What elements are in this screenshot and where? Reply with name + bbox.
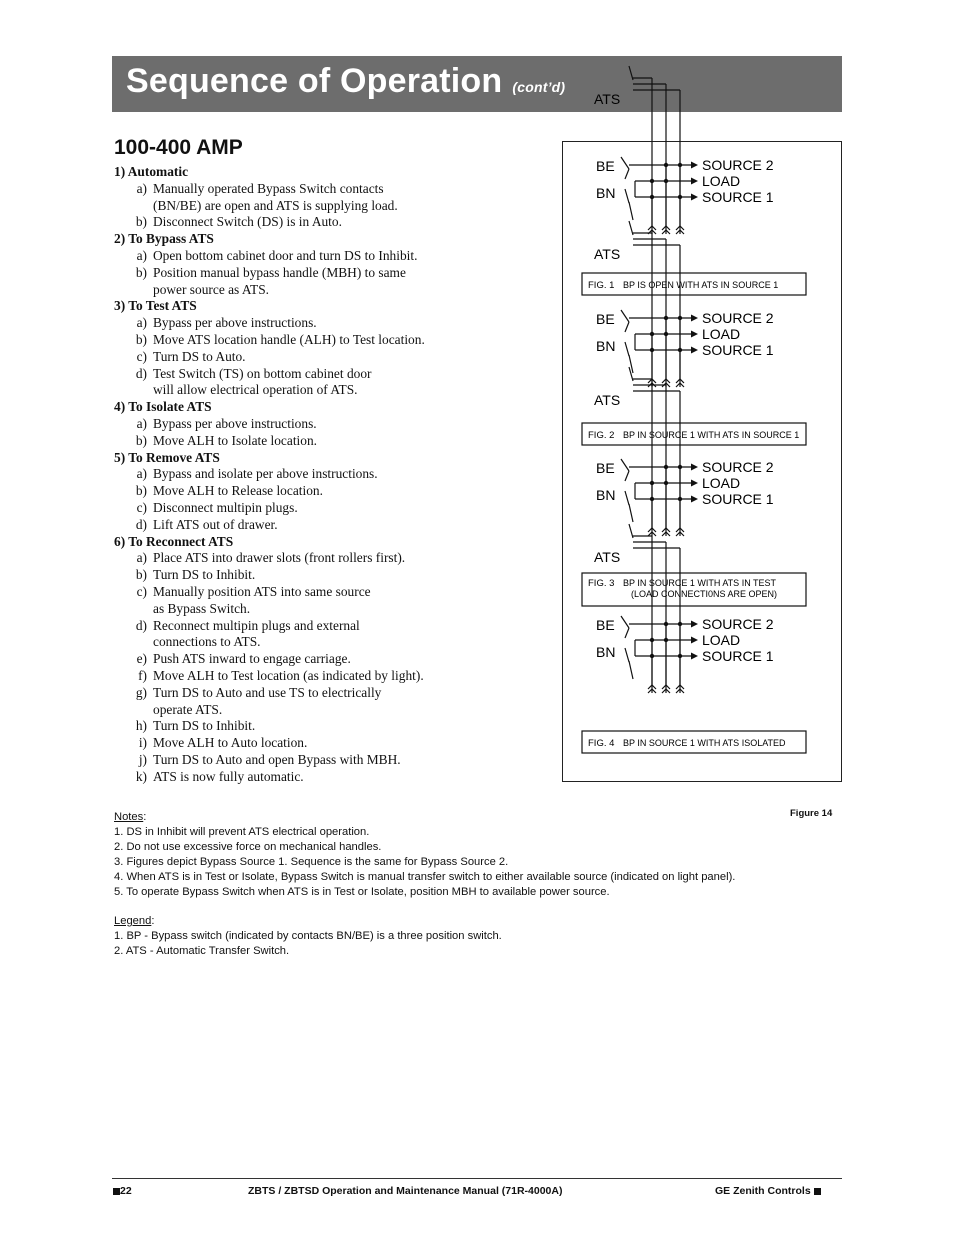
step-title: 2) To Bypass ATS	[114, 231, 214, 247]
step-item-text: Test Switch (TS) on bottom cabinet door	[153, 365, 372, 381]
step-item-text: Bypass per above instructions.	[153, 415, 317, 431]
step-item	[114, 416, 554, 433]
step-item-letter: b)	[135, 264, 147, 280]
step-item	[114, 366, 554, 400]
step-item-text: Turn DS to Auto and open Bypass with MBH.	[153, 751, 401, 767]
legend-heading: Legend	[114, 915, 152, 927]
company-name: GE Zenith Controls	[715, 1185, 811, 1197]
note-item: 3. Figures depict Bypass Source 1. Sequence is the same for Bypass Source 2.	[114, 856, 509, 868]
step-item	[114, 685, 554, 719]
step-item	[114, 550, 554, 567]
arrow-icon	[691, 637, 698, 644]
page-number: 22	[120, 1185, 132, 1197]
step-item-text: will allow electrical operation of ATS.	[153, 382, 358, 398]
step-item-text: Turn DS to Auto and use TS to electrically	[153, 684, 382, 700]
bn-label: BN	[596, 487, 616, 503]
step-item-letter: a)	[136, 415, 147, 431]
legend-item: 2. ATS - Automatic Transfer Switch.	[114, 945, 290, 957]
step-item-letter: d)	[135, 365, 147, 381]
be-label: BE	[596, 311, 615, 327]
step-item-text: Manually operated Bypass Switch contacts	[153, 180, 384, 196]
be-contact-blade	[621, 157, 629, 169]
step-item-text: Move ALH to Release location.	[153, 483, 323, 499]
footer-company	[715, 1185, 821, 1197]
step-item-letter: j)	[138, 751, 147, 767]
note-item: 2. Do not use excessive force on mechanical handles.	[114, 841, 382, 853]
ats-contact-blade	[629, 524, 633, 538]
bn-label: BN	[596, 185, 616, 201]
arrow-icon	[691, 162, 698, 169]
load-label: LOAD	[702, 173, 741, 189]
source2-label: SOURCE 2	[702, 616, 774, 632]
bn-contact-blade	[625, 648, 629, 662]
step-item-letter: d)	[135, 617, 147, 633]
section-title: 100-400 AMP	[114, 136, 243, 159]
footer-manual-title: ZBTS / ZBTSD Operation and Maintenance Manual (71R-4000A)	[248, 1185, 563, 1197]
source1-label: SOURCE 1	[702, 648, 774, 664]
figure-caption-text: BP IN SOURCE 1 WITH ATS IN TEST	[623, 578, 777, 588]
step-item	[114, 651, 554, 668]
arrow-icon	[691, 315, 698, 322]
be-contact-blade	[625, 471, 629, 481]
step-item-text: Disconnect Switch (DS) is in Auto.	[153, 214, 342, 230]
source2-label: SOURCE 2	[702, 157, 774, 173]
step-title: 5) To Remove ATS	[114, 449, 220, 465]
arrow-icon	[691, 480, 698, 487]
arrow-icon	[691, 347, 698, 354]
ats-label: ATS	[594, 549, 621, 565]
step-item-letter: a)	[136, 180, 147, 196]
step-item	[114, 718, 554, 735]
step-item	[114, 433, 554, 450]
step-item-text: (BN/BE) are open and ATS is supplying load.	[153, 197, 398, 213]
step-item-text: Bypass and isolate per above instructions.	[153, 466, 378, 482]
source1-label: SOURCE 1	[702, 342, 774, 358]
figure-caption-text: (LOAD CONNECTI0NS ARE OPEN)	[631, 589, 778, 599]
step-item-text: Turn DS to Auto.	[153, 348, 246, 364]
step-item-letter: a)	[136, 315, 147, 331]
ats-label: ATS	[594, 246, 621, 262]
step-title: 4) To Isolate ATS	[114, 399, 212, 415]
notes-list	[114, 825, 834, 900]
load-label: LOAD	[702, 326, 741, 342]
step-item-text: Open bottom cabinet door and turn DS to Inhibit.	[153, 247, 418, 263]
header-banner	[112, 56, 842, 112]
footer-rule	[112, 1178, 842, 1179]
step-item-letter: e)	[136, 651, 147, 667]
figure-number: FIG. 3	[588, 578, 615, 589]
arrow-icon	[691, 464, 698, 471]
footer-page	[113, 1185, 132, 1197]
step-item-text: Move ATS location handle (ALH) to Test location.	[153, 331, 425, 347]
figure-number: FIG. 1	[588, 280, 615, 291]
step-item-text: Position manual bypass handle (MBH) to same	[153, 264, 406, 280]
step-item-text: Lift ATS out of drawer.	[153, 516, 278, 532]
step-item	[114, 567, 554, 584]
bn-contact-blade	[625, 342, 629, 356]
arrow-icon	[691, 653, 698, 660]
step-item-text: Move ALH to Isolate location.	[153, 432, 318, 448]
step-item	[114, 332, 554, 349]
procedure-steps	[114, 164, 554, 785]
step-item-letter: b)	[135, 432, 147, 448]
ats-label: ATS	[594, 392, 621, 408]
step-item-letter: b)	[135, 331, 147, 347]
source2-label: SOURCE 2	[702, 459, 774, 475]
bn-contact-blade	[625, 491, 629, 505]
notes-heading: Notes	[114, 811, 144, 823]
be-contact-blade	[621, 459, 629, 471]
ats-label: ATS	[594, 91, 621, 107]
bn-label: BN	[596, 644, 616, 660]
step-title: 1) Automatic	[114, 164, 189, 179]
step-item	[114, 752, 554, 769]
step-item-text: ATS is now fully automatic.	[153, 768, 304, 784]
figure-number: FIG. 2	[588, 430, 615, 441]
legend-list	[114, 929, 834, 959]
be-contact-blade	[621, 310, 629, 322]
step-item	[114, 483, 554, 500]
figure-label: Figure 14	[790, 808, 833, 819]
step-item-letter: b)	[135, 214, 147, 230]
step-item-text: connections to ATS.	[153, 634, 261, 650]
figure-caption-text: BP IN SOURCE 1 WITH ATS ISOLATED	[623, 738, 786, 748]
step-item-letter: f)	[138, 667, 147, 683]
figure-caption-text: BP IN SOURCE 1 WITH ATS IN SOURCE 1	[623, 430, 800, 440]
step-item-text: as Bypass Switch.	[153, 600, 251, 616]
step-item-letter: b)	[135, 483, 147, 499]
ats-contact-blade	[629, 504, 633, 522]
page-title: Sequence of Operation (cont’d)	[126, 62, 566, 100]
step-item-text: Turn DS to Inhibit.	[153, 567, 256, 583]
be-contact-blade	[621, 616, 629, 628]
bypass-diagrams	[563, 91, 841, 781]
step-item	[114, 315, 554, 332]
step-item	[114, 265, 554, 299]
arrow-icon	[691, 621, 698, 628]
ats-contact-blade	[629, 221, 633, 235]
be-contact-blade	[625, 169, 629, 179]
note-item: 1. DS in Inhibit will prevent ATS electrical operation.	[114, 826, 370, 838]
load-label: LOAD	[702, 632, 741, 648]
figure-frame	[562, 91, 842, 782]
bn-label: BN	[596, 338, 616, 354]
figure-caption-text: BP IS OPEN WITH ATS IN SOURCE 1	[623, 280, 779, 290]
step-item-letter: k)	[135, 768, 147, 784]
be-contact-blade	[625, 628, 629, 638]
note-item: 4. When ATS is in Test or Isolate, Bypass Switch is manual transfer switch to either available source (indicated on light panel).	[114, 871, 736, 883]
square-bullet-icon	[113, 1188, 120, 1195]
note-item: 5. To operate Bypass Switch when ATS is in Test or Isolate, position MBH to available power source.	[114, 886, 610, 898]
step-item-text: operate ATS.	[153, 701, 223, 717]
bn-contact-blade	[625, 189, 629, 203]
step-item	[114, 500, 554, 517]
page-subtitle: (cont’d)	[512, 79, 566, 95]
arrow-icon	[691, 178, 698, 185]
step-item	[114, 517, 554, 534]
source1-label: SOURCE 1	[702, 491, 774, 507]
step-item-letter: c)	[136, 583, 147, 599]
step-item-letter: d)	[135, 516, 147, 532]
notes-section: Notes: 1. DS in Inhibit will prevent ATS electrical operation. 2. Do not use excessive force on mechanical handles. 3. Figures depict Bypass Source 1. Sequence is the same for Bypass Source 2. 4. When ATS is in Test or Isolate, Bypass Switch is manual transfer switch to either available source (indicated on light panel). 5. To operate Bypass Switch when ATS is in Test or Isolate, position MBH to available power source. Legend: 1. BP - Bypass switch (indicated by contacts BN/BE) is a three position switch. 2. ATS - Automatic Transfer Switch.	[114, 810, 834, 959]
step-item-letter: a)	[136, 247, 147, 263]
step-item	[114, 349, 554, 366]
source2-label: SOURCE 2	[702, 310, 774, 326]
ats-contact-blade	[629, 661, 633, 679]
step-item-letter: c)	[136, 348, 147, 364]
step-item-letter: c)	[136, 499, 147, 515]
be-label: BE	[596, 460, 615, 476]
arrow-icon	[691, 194, 698, 201]
step-item-text: Move ALH to Auto location.	[153, 735, 308, 751]
step-item-text: Turn DS to Inhibit.	[153, 718, 256, 734]
step-item	[114, 181, 554, 215]
step-item	[114, 466, 554, 483]
step-item-letter: a)	[136, 466, 147, 482]
step-item-text: Manually position ATS into same source	[153, 583, 371, 599]
be-contact-blade	[625, 322, 629, 332]
be-label: BE	[596, 617, 615, 633]
arrow-icon	[691, 331, 698, 338]
step-item	[114, 769, 554, 786]
figure-number: FIG. 4	[588, 738, 615, 749]
step-item-text: Bypass per above instructions.	[153, 315, 317, 331]
step-item-text: Push ATS inward to engage carriage.	[153, 651, 351, 667]
step-item	[114, 735, 554, 752]
step-item-letter: b)	[135, 567, 147, 583]
square-bullet-icon	[814, 1188, 821, 1195]
load-label: LOAD	[702, 475, 741, 491]
be-label: BE	[596, 158, 615, 174]
step-item	[114, 584, 554, 618]
step-item-text: Disconnect multipin plugs.	[153, 499, 298, 515]
step-item-letter: g)	[135, 684, 147, 700]
step-item-letter: h)	[135, 718, 147, 734]
step-item-letter: i)	[138, 735, 147, 751]
step-item-text: Move ALH to Test location (as indicated by light).	[153, 667, 424, 683]
step-title: 6) To Reconnect ATS	[114, 533, 234, 549]
step-item-text: power source as ATS.	[153, 281, 270, 297]
arrow-icon	[691, 496, 698, 503]
source1-label: SOURCE 1	[702, 189, 774, 205]
step-item-text: Place ATS into drawer slots (front rollers first).	[153, 550, 406, 566]
step-item-text: Reconnect multipin plugs and external	[153, 617, 360, 633]
step-item-letter: a)	[136, 550, 147, 566]
ats-contact-blade	[629, 202, 633, 220]
step-item	[114, 248, 554, 265]
step-item	[114, 618, 554, 652]
step-item	[114, 214, 554, 231]
legend-item: 1. BP - Bypass switch (indicated by contacts BN/BE) is a three position switch.	[114, 930, 502, 942]
step-title: 3) To Test ATS	[114, 298, 197, 314]
step-item	[114, 668, 554, 685]
